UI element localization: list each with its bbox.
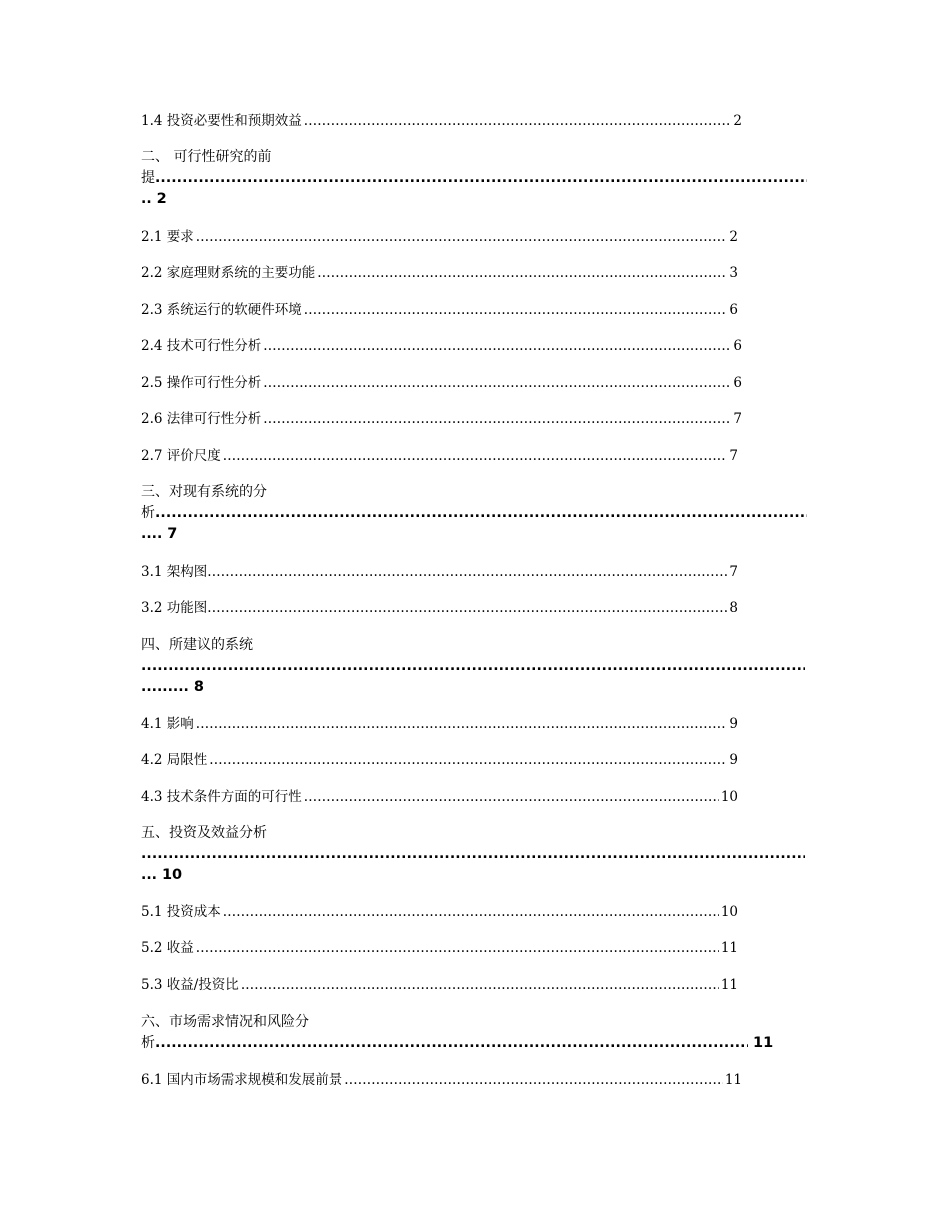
toc-leader-dots [155, 168, 807, 189]
toc-leader-dots [263, 337, 731, 355]
toc-page-number: 10 [720, 904, 738, 920]
toc-entry-title: 2.2 家庭理财系统的主要功能 [141, 265, 316, 281]
toc-chapter-title: 三、对现有系统的分 [141, 484, 267, 500]
toc-page-number: 11 [724, 1072, 742, 1088]
toc-leader-dots [141, 844, 805, 865]
toc-chapter-5[interactable] [141, 823, 805, 886]
toc-page-number: 11 [720, 977, 738, 993]
toc-chapter-title: 四、所建议的系统 [141, 637, 253, 653]
toc-entry-1-4[interactable] [141, 112, 742, 130]
toc-leader-dots-tail: .. [141, 191, 152, 207]
toc-entry-title: 4.1 影响 [141, 716, 194, 732]
toc-entry-2-1[interactable] [141, 228, 738, 246]
toc-page-number: 6 [733, 375, 742, 391]
toc-page-number: 11 [753, 1035, 774, 1051]
toc-entry-5-2[interactable] [141, 939, 738, 957]
toc-page-number: 10 [720, 789, 738, 805]
toc-entry-title: 6.1 国内市场需求规模和发展前景 [141, 1072, 343, 1088]
toc-leader-dots [304, 788, 719, 806]
toc-entry-2-3[interactable] [141, 301, 738, 319]
toc-leader-dots-tail: ... [141, 867, 157, 883]
toc-page-number: 6 [729, 302, 738, 318]
toc-leader-dots-tail: .... [141, 526, 163, 542]
toc-leader-dots [207, 599, 727, 617]
toc-entry-2-2[interactable] [141, 264, 738, 282]
toc-entry-2-4[interactable] [141, 337, 742, 355]
toc-leader-dots [317, 264, 727, 282]
toc-chapter-4[interactable] [141, 635, 805, 698]
toc-chapter-6[interactable] [141, 1012, 773, 1054]
toc-page-number: 11 [720, 940, 738, 956]
toc-leader-dots [141, 656, 805, 677]
toc-page-number: 2 [156, 191, 167, 207]
toc-leader-dots [263, 410, 731, 428]
toc-entry-title: 3.2 功能图 [141, 600, 208, 616]
toc-entry-title: 2.6 法律可行性分析 [141, 411, 262, 427]
toc-page-number: 3 [729, 265, 738, 281]
toc-leader-dots [223, 903, 719, 921]
toc-entry-4-3[interactable] [141, 788, 738, 806]
toc-entry-title: 3.1 架构图 [141, 564, 208, 580]
toc-entry-title: 5.2 收益 [141, 940, 194, 956]
toc-entry-title: 4.3 技术条件方面的可行性 [141, 789, 302, 805]
toc-entry-4-1[interactable] [141, 715, 738, 733]
toc-leader-dots [155, 503, 807, 524]
toc-leader-dots [209, 751, 727, 769]
toc-page-number: 6 [733, 338, 742, 354]
toc-entry-5-1[interactable] [141, 903, 738, 921]
toc-chapter-title-cont: 析 [141, 505, 155, 521]
toc-leader-dots [196, 715, 728, 733]
toc-entry-title: 2.5 操作可行性分析 [141, 375, 262, 391]
toc-entry-2-5[interactable] [141, 374, 742, 392]
toc-page-number: 2 [733, 113, 742, 129]
toc-leader-dots [241, 976, 719, 994]
toc-entry-6-1[interactable] [141, 1071, 742, 1089]
toc-entry-3-1[interactable] [141, 563, 738, 581]
toc-chapter-title: 五、投资及效益分析 [141, 825, 267, 841]
toc-chapter-3[interactable] [141, 482, 807, 545]
toc-leader-dots-tail: ......... [141, 679, 189, 695]
toc-leader-dots [263, 374, 731, 392]
toc-entry-title: 5.1 投资成本 [141, 904, 221, 920]
toc-chapter-title-cont: 析 [141, 1035, 155, 1051]
toc-chapter-2[interactable] [141, 147, 807, 210]
toc-chapter-title-cont: 提 [141, 170, 155, 186]
toc-page-number: 2 [729, 229, 738, 245]
toc-entry-2-7[interactable] [141, 447, 738, 465]
toc-page-number: 10 [161, 867, 183, 883]
toc-leader-dots [196, 228, 728, 246]
toc-entry-2-6[interactable] [141, 410, 742, 428]
toc-leader-dots [304, 301, 728, 319]
toc-entry-3-2[interactable] [141, 599, 738, 617]
toc-page-number: 8 [193, 679, 204, 695]
toc-entry-title: 2.4 技术可行性分析 [141, 338, 262, 354]
toc-leader-dots [223, 447, 728, 465]
toc-leader-dots [196, 939, 719, 957]
toc-entry-title: 2.7 评价尺度 [141, 448, 221, 464]
toc-leader-dots [207, 563, 727, 581]
toc-page-number: 8 [729, 600, 738, 616]
toc-leader-dots [344, 1071, 723, 1089]
toc-page-number: 7 [733, 411, 742, 427]
toc-page-number: 7 [729, 448, 738, 464]
toc-leader-dots [155, 1033, 748, 1054]
toc-page-number: 7 [167, 526, 178, 542]
toc-entry-title: 2.1 要求 [141, 229, 194, 245]
toc-entry-title: 4.2 局限性 [141, 752, 208, 768]
toc-entry-title: 5.3 收益/投资比 [141, 977, 239, 993]
toc-page-number: 9 [729, 716, 738, 732]
toc-entry-4-2[interactable] [141, 751, 738, 769]
toc-page-number: 9 [729, 752, 738, 768]
toc-entry-title: 1.4 投资必要性和预期效益 [141, 113, 302, 129]
toc-entry-title: 2.3 系统运行的软硬件环境 [141, 302, 302, 318]
toc-leader-dots [304, 112, 732, 130]
toc-chapter-title: 二、 可行性研究的前 [141, 149, 272, 165]
toc-chapter-title: 六、市场需求情况和风险分 [141, 1014, 309, 1030]
toc-page-number: 7 [729, 564, 738, 580]
toc-entry-5-3[interactable] [141, 976, 738, 994]
